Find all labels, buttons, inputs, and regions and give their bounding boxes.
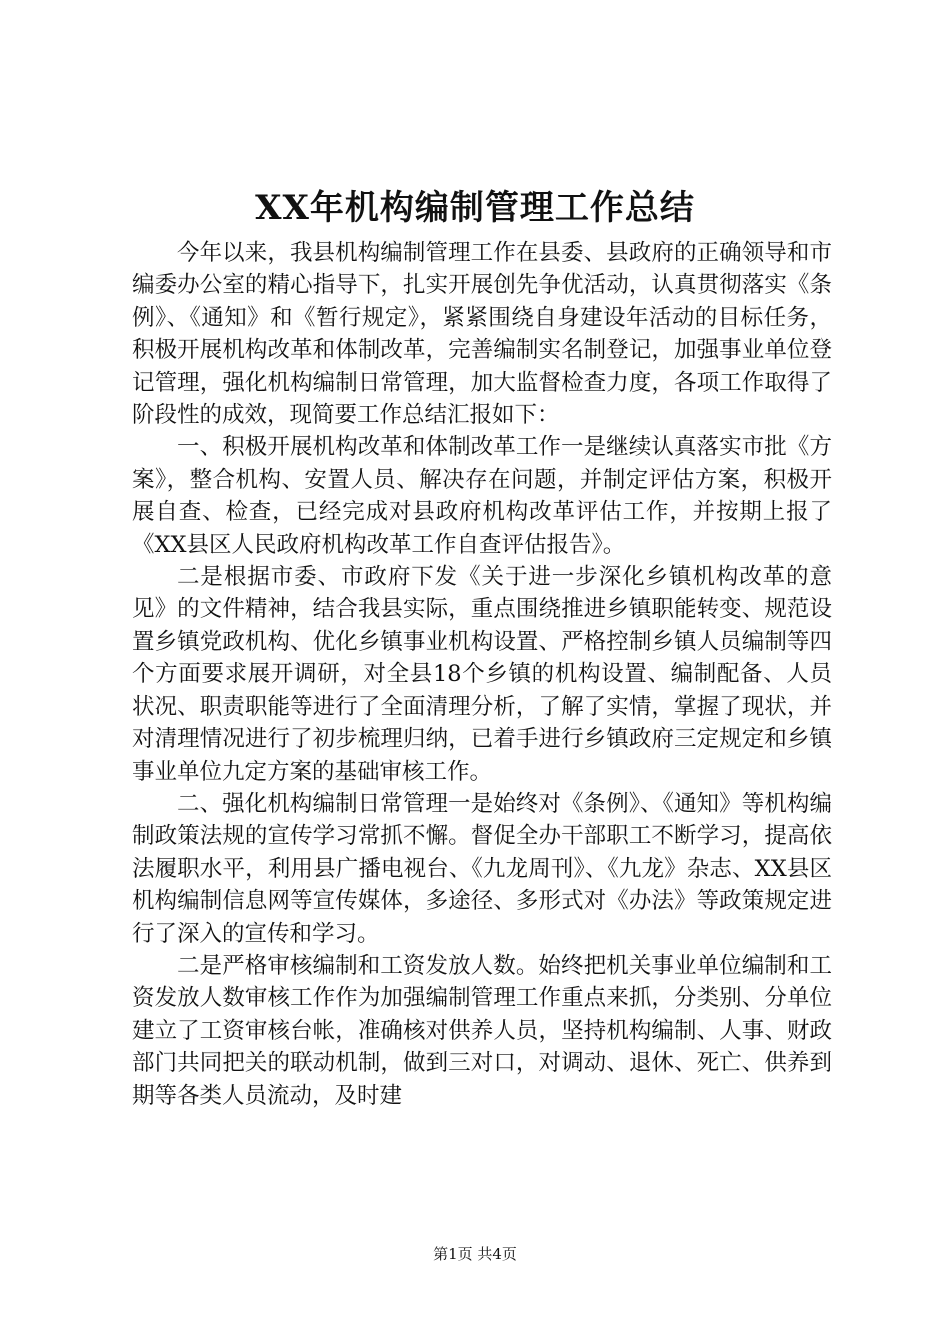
page-number-indicator: 第1页 共4页 [433, 1245, 517, 1263]
paragraph-section-2-item-2: 二是严格审核编制和工资发放人数。始终把机关事业单位编制和工资发放人数审核工作作为加强编制管理工作重点来抓，分类别、分单位建立了工资审核台帐，准确核对供养人员，坚持机构编制、人事、财政部门共同把关的联动机制，做到三对口，对调动、退休、死亡、供养到期等各类人员流动，及时建 [132, 952, 832, 1109]
paragraph-section-1-item-2: 二是根据市委、市政府下发《关于进一步深化乡镇机构改革的意见》的文件精神，结合我县实际，重点围绕推进乡镇职能转变、规范设置乡镇党政机构、优化乡镇事业机构设置、严格控制乡镇人员编制等四个方面要求展开调研，对全县18个乡镇的机构设置、编制配备、人员状况、职责职能等进行了全面清理分析，了解了实情，掌握了现状，并对清理情况进行了初步梳理归纳，已着手进行乡镇政府三定规定和乡镇事业单位九定方案的基础审核工作。 [132, 564, 832, 785]
paragraph-section-1: 一、积极开展机构改革和体制改革工作一是继续认真落实市批《方案》，整合机构、安置人员、解决存在问题，并制定评估方案，积极开展自查、检查，已经完成对县政府机构改革评估工作，并按期上报了《XX县区人民政府机构改革工作自查评估报告》。 [132, 434, 832, 558]
document-body [132, 237, 832, 1112]
document-title: XX年机构编制管理工作总结 [255, 188, 695, 228]
page-footer [0, 1244, 950, 1264]
paragraph-intro: 今年以来，我县机构编制管理工作在县委、县政府的正确领导和市编委办公室的精心指导下，扎实开展创先争优活动，认真贯彻落实《条例》、《通知》和《暂行规定》，紧紧围绕自身建设年活动的目标任务，积极开展机构改革和体制改革，完善编制实名制登记，加强事业单位登记管理，强化机构编制日常管理，加大监督检查力度，各项工作取得了阶段性的成效，现简要工作总结汇报如下： [132, 240, 832, 429]
paragraph-section-2: 二、强化机构编制日常管理一是始终对《条例》、《通知》等机构编制政策法规的宣传学习常抓不懈。督促全办干部职工不断学习，提高依法履职水平，利用县广播电视台、《九龙周刊》、《九龙》杂志、XX县区机构编制信息网等宣传媒体，多途径、多形式对《办法》等政策规定进行了深入的宣传和学习。 [132, 790, 832, 947]
